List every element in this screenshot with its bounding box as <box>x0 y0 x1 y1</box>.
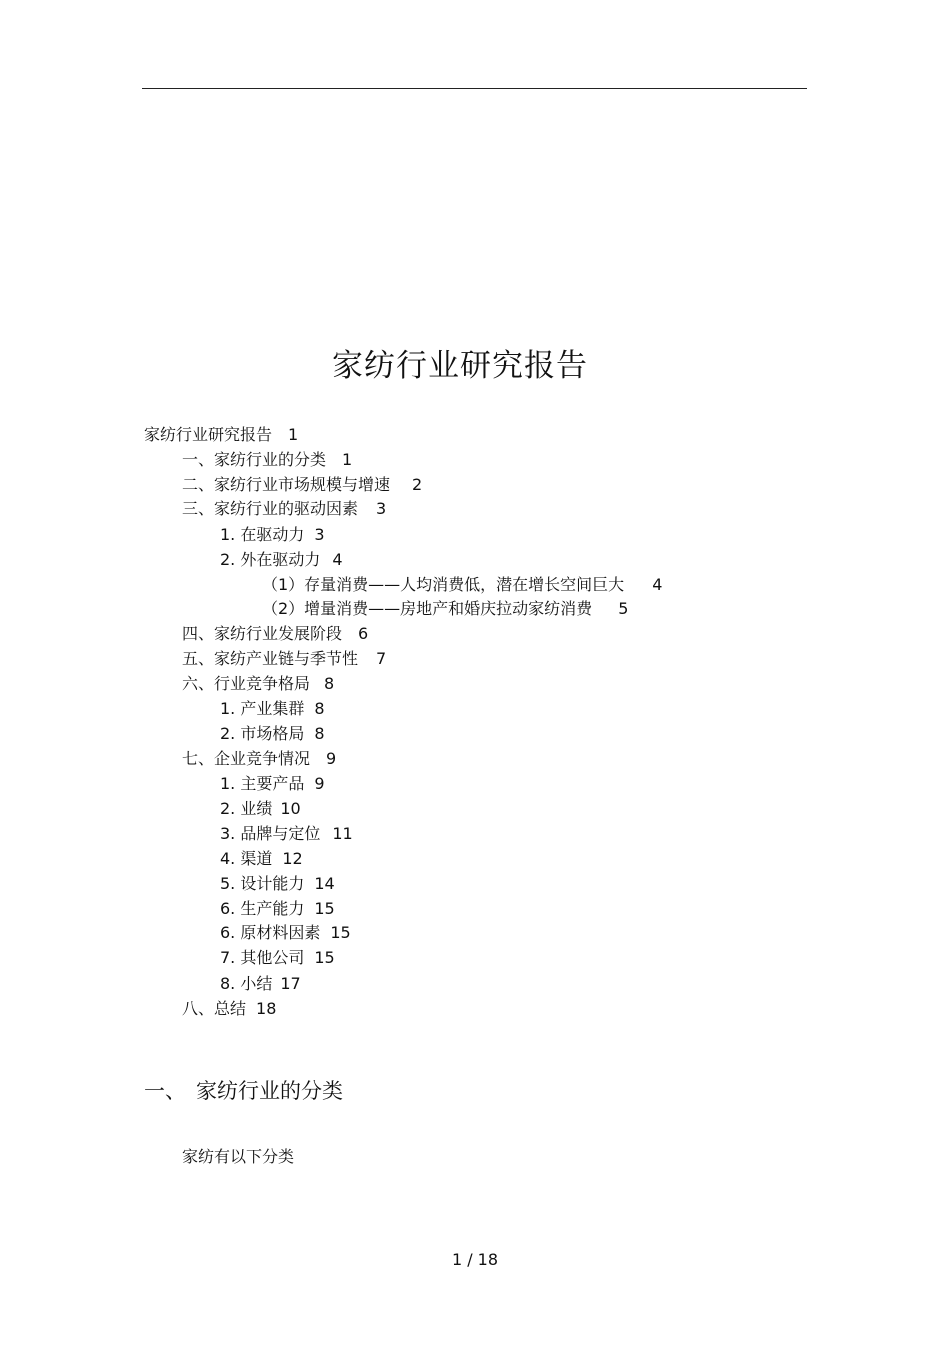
toc-entry-page: 8 <box>314 724 325 743</box>
toc-entry-page: 6 <box>358 624 369 643</box>
toc-entry[interactable] <box>182 474 422 496</box>
toc-entry-text: 七、企业竞争情况 <box>182 749 311 768</box>
toc-entry[interactable] <box>220 873 335 895</box>
toc-entry[interactable] <box>220 823 353 845</box>
toc-entry-text: 8. 小结 <box>220 974 273 993</box>
document-title: 家纺行业研究报告 <box>332 348 588 384</box>
toc-entry[interactable] <box>182 449 352 471</box>
page-indicator: 1 / 18 <box>451 1250 499 1269</box>
toc-entry[interactable] <box>220 898 335 920</box>
toc-entry-page: 11 <box>332 824 353 843</box>
toc-entry[interactable] <box>220 973 301 995</box>
body-paragraph: 家纺有以下分类 <box>182 1147 295 1166</box>
toc-entry-text: 3. 品牌与定位 <box>220 824 321 843</box>
toc-entry-text: 一、家纺行业的分类 <box>182 450 327 469</box>
toc-entry[interactable] <box>182 748 336 770</box>
toc-entry-page: 1 <box>288 425 299 444</box>
toc-entry-text: 6. 原材料因素 <box>220 923 321 942</box>
toc-entry-text: 二、家纺行业市场规模与增速 <box>182 475 391 494</box>
section-number: 一、 <box>144 1079 186 1103</box>
toc-entry-text: 家纺行业研究报告 <box>144 425 273 444</box>
toc-entry-text: 六、行业竞争格局 <box>182 674 311 693</box>
toc-entry[interactable] <box>182 623 368 645</box>
toc-entry-page: 17 <box>280 974 301 993</box>
toc-entry-page: 4 <box>652 575 663 594</box>
toc-entry-text: 三、家纺行业的驱动因素 <box>182 499 359 518</box>
toc-entry-text: 2. 市场格局 <box>220 724 305 743</box>
toc-entry-text: （2）增量消费——房地产和婚庆拉动家纺消费 <box>262 599 593 618</box>
toc-entry-page: 5 <box>618 599 629 618</box>
toc-entry[interactable] <box>220 922 351 944</box>
toc-entry-text: 2. 业绩 <box>220 799 273 818</box>
section-heading <box>144 1075 343 1107</box>
header-rule <box>142 88 807 89</box>
toc-entry-text: 四、家纺行业发展阶段 <box>182 624 343 643</box>
toc-entry-page: 12 <box>282 849 303 868</box>
toc-entry-text: 6. 生产能力 <box>220 899 305 918</box>
toc-entry[interactable] <box>220 848 303 870</box>
toc-entry[interactable] <box>220 549 343 571</box>
toc-entry[interactable] <box>262 574 662 596</box>
toc-entry-text: 4. 渠道 <box>220 849 273 868</box>
toc-entry-text: （1）存量消费——人均消费低，潜在增长空间巨大 <box>262 575 625 594</box>
toc-entry-page: 10 <box>280 799 301 818</box>
toc-entry-page: 15 <box>314 948 335 967</box>
toc-entry[interactable] <box>220 947 335 969</box>
toc-entry-text: 八、总结 <box>182 999 247 1018</box>
toc-entry[interactable] <box>220 798 301 820</box>
toc-entry[interactable] <box>144 424 298 446</box>
toc-entry-page: 9 <box>314 774 325 793</box>
toc-entry-page: 2 <box>412 475 423 494</box>
toc-entry-text: 7. 其他公司 <box>220 948 305 967</box>
toc-entry-page: 8 <box>314 699 325 718</box>
toc-entry-page: 14 <box>314 874 335 893</box>
toc-entry[interactable] <box>220 723 325 745</box>
toc-entry-text: 5. 设计能力 <box>220 874 305 893</box>
toc-entry-page: 4 <box>332 550 343 569</box>
toc-entry-page: 15 <box>330 923 351 942</box>
toc-entry[interactable] <box>220 698 325 720</box>
toc-entry-text: 1. 主要产品 <box>220 774 305 793</box>
toc-entry-page: 1 <box>342 450 353 469</box>
toc-entry-page: 15 <box>314 899 335 918</box>
toc-entry[interactable] <box>182 498 386 520</box>
toc-entry-page: 3 <box>314 525 325 544</box>
toc-entry-text: 五、家纺产业链与季节性 <box>182 649 359 668</box>
toc-entry-text: 1. 在驱动力 <box>220 525 305 544</box>
toc-entry-page: 3 <box>376 499 387 518</box>
toc-entry[interactable] <box>182 673 334 695</box>
toc-entry[interactable] <box>220 773 325 795</box>
toc-entry-page: 7 <box>376 649 387 668</box>
toc-entry-page: 8 <box>324 674 335 693</box>
toc-entry-page: 18 <box>256 999 277 1018</box>
toc-entry[interactable] <box>182 998 276 1020</box>
toc-entry-page: 9 <box>326 749 337 768</box>
section-title: 家纺行业的分类 <box>196 1079 343 1103</box>
toc-entry[interactable] <box>220 524 325 546</box>
toc-entry-text: 2. 外在驱动力 <box>220 550 321 569</box>
toc-entry[interactable] <box>262 598 628 620</box>
toc-entry[interactable] <box>182 648 386 670</box>
toc-entry-text: 1. 产业集群 <box>220 699 305 718</box>
